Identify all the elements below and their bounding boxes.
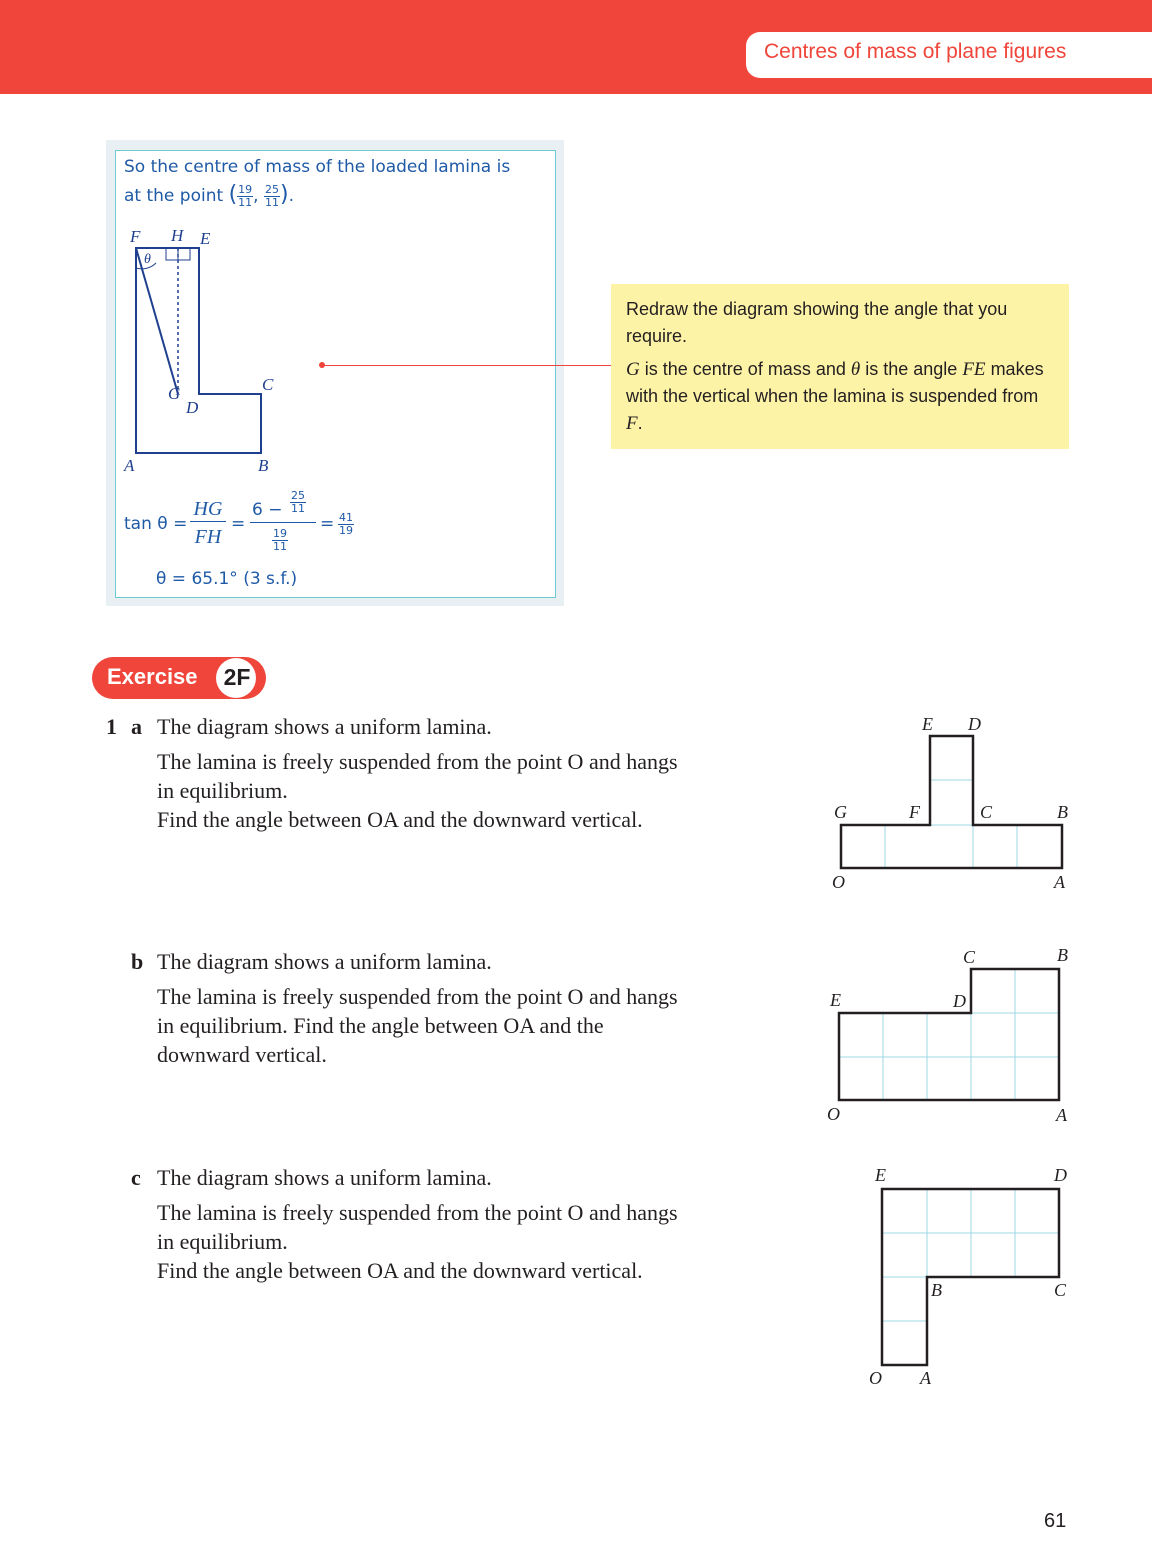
right-angle-marker (166, 248, 178, 260)
label-F: F (130, 227, 141, 246)
label-D: D (968, 714, 981, 734)
part-c-letter: c (131, 1165, 141, 1190)
exercise-number: 2F (223, 664, 251, 690)
worked-line-2-prefix: at the point (124, 186, 224, 206)
lamina-outline-b (839, 969, 1059, 1100)
worked-line-2: at the point ( $\frac{19}{11}$ , $\frac{25}{11}$ ). (124, 182, 294, 209)
label-A: A (1054, 872, 1065, 892)
note-connector-line (322, 365, 611, 366)
label-E: E (200, 229, 211, 248)
worked-lamina-outline (136, 248, 261, 453)
page-number: 61 (1044, 1510, 1067, 1532)
label-A: A (1056, 1105, 1067, 1125)
lamina-diagram-b (820, 940, 1080, 1130)
label-A: A (124, 456, 135, 475)
label-A: A (920, 1368, 931, 1388)
label-E: E (922, 714, 933, 734)
hint-note-line-1: Redraw the diagram showing the angle that you require. (626, 299, 1008, 346)
part-b-letter: b (131, 949, 144, 974)
label-B: B (258, 456, 269, 475)
label-D: D (186, 398, 199, 417)
exercise-label: Exercise (107, 664, 198, 689)
label-E: E (875, 1165, 886, 1185)
label-C: C (262, 375, 274, 394)
part-c-text: The diagram shows a uniform lamina. The lamina is freely suspended from the point O and hangs in equilibrium. Find the angle between OA and the downward vertical. (157, 1165, 678, 1283)
tan-lhs: tan θ = (124, 514, 188, 534)
label-G: G (834, 802, 847, 822)
lamina-outline-a (841, 736, 1062, 868)
grid-lines-b (839, 969, 1059, 1100)
tan-equation: tan θ = HG FH = 6 − $\frac{25}{11}$ $\frac{19}{11}$ = $\frac{41}{19}$ (124, 489, 353, 553)
lamina-diagram-c (862, 1160, 1082, 1400)
label-C: C (1054, 1280, 1067, 1300)
tan-result: $\frac{41}{19}$ (339, 511, 353, 537)
label-D: D (953, 991, 966, 1011)
label-B: B (1057, 802, 1068, 822)
label-H: H (171, 226, 184, 245)
part-a-letter: a (131, 714, 142, 739)
part-a-text: The diagram shows a uniform lamina. The lamina is freely suspended from the point O and hangs in equilibrium. Find the angle between OA and the downward vertical. (157, 714, 678, 832)
label-O: O (827, 1104, 840, 1124)
grid-lines-c (882, 1189, 1059, 1321)
question-number: 1 (106, 714, 117, 739)
label-E: E (830, 990, 841, 1010)
label-D: D (1054, 1165, 1067, 1185)
header-title: Centres of mass of plane figures (764, 40, 1067, 63)
point-y-fraction: $\frac{25}{11}$ (264, 182, 279, 209)
label-C: C (963, 947, 976, 967)
note-connector-dot (319, 362, 325, 368)
part-b-text: The diagram shows a uniform lamina. The lamina is freely suspended from the point O and hangs in equilibrium. Find the angle between OA and the downward vertical. (157, 949, 678, 1067)
lamina-diagram-a (826, 708, 1086, 898)
ratio-numerator: HG (190, 498, 226, 522)
label-B: B (1057, 945, 1068, 965)
point-x-fraction: $\frac{19}{11}$ (238, 182, 253, 209)
ratio-denominator: FH (194, 526, 222, 548)
label-O: O (832, 872, 845, 892)
label-O: O (869, 1368, 882, 1388)
hint-note-line-2: G is the centre of mass and θ is the angle FE makes with the vertical when the lamina is suspended from F. (626, 359, 1044, 434)
label-theta: θ (144, 252, 151, 267)
label-F: F (909, 802, 920, 822)
worked-lamina-diagram (120, 222, 300, 482)
theta-result: θ = 65.1° (3 s.f.) (156, 569, 298, 589)
label-B: B (931, 1280, 942, 1300)
hint-note-text (626, 296, 1058, 437)
expr-numerator: 6 − $\frac{25}{11}$ (250, 490, 316, 523)
label-C: C (980, 802, 993, 822)
worked-line-1: So the centre of mass of the loaded lamina is (124, 157, 511, 177)
line-fg (136, 248, 178, 394)
expr-denominator: $\frac{19}{11}$ (273, 527, 287, 553)
label-G: G (168, 384, 181, 403)
right-angle-marker-2 (178, 248, 190, 260)
